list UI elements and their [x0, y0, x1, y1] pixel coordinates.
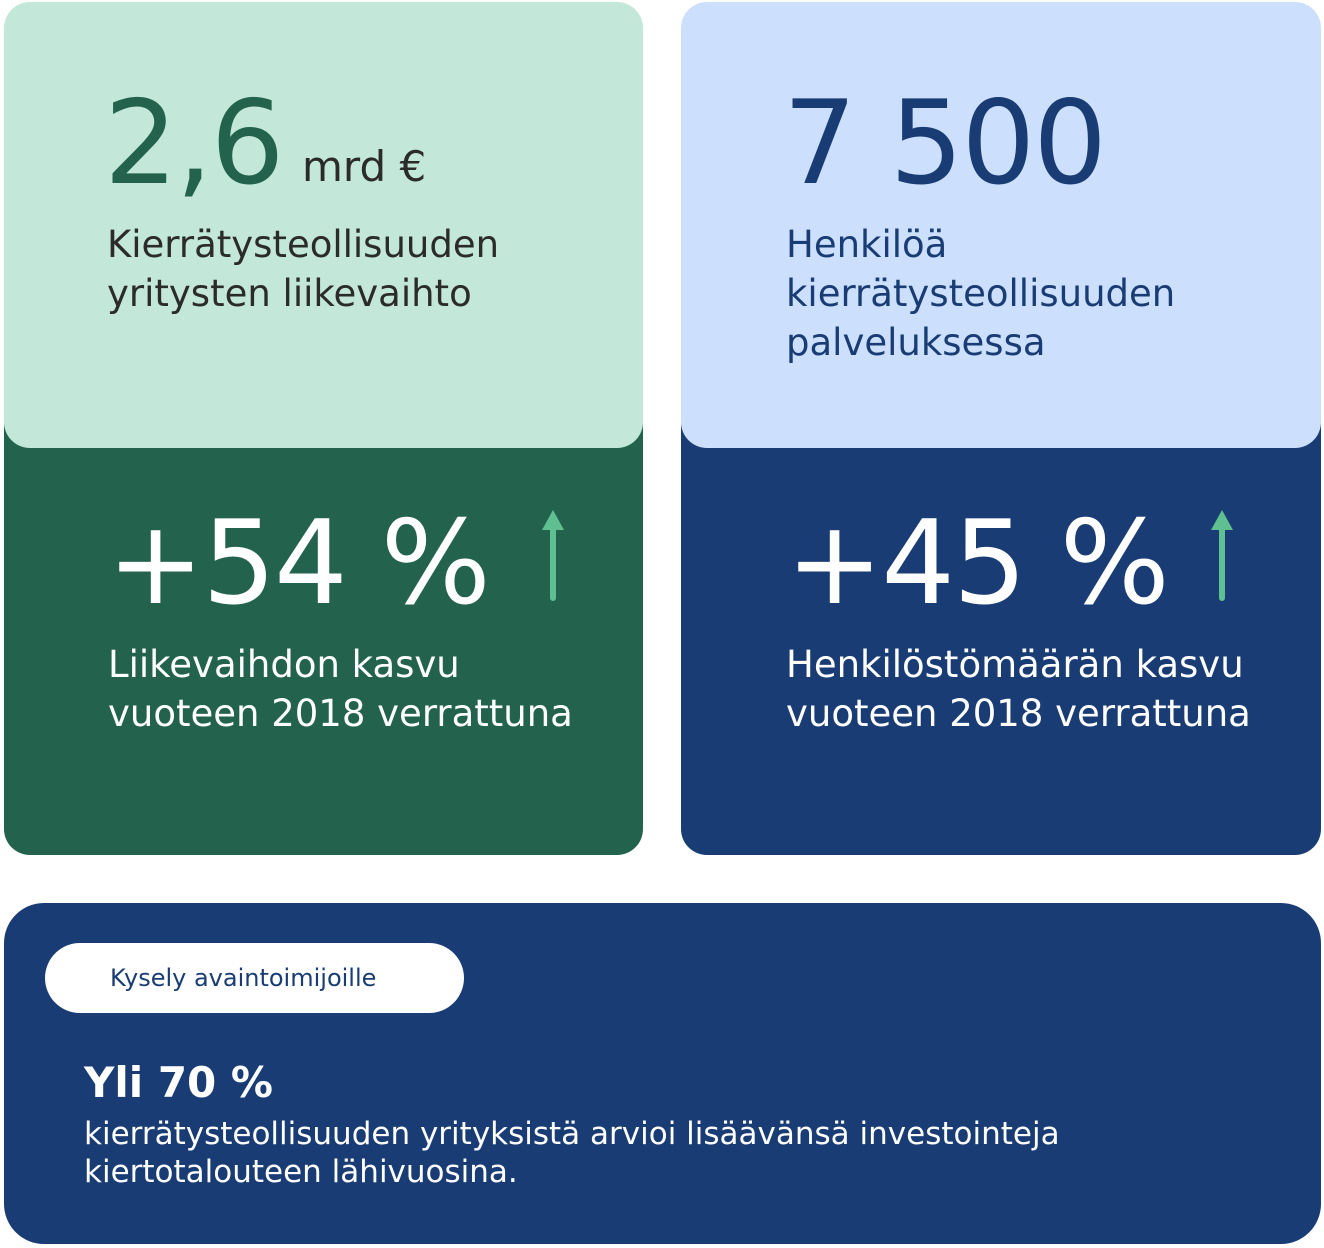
- survey-tag-label: Kysely avaintoimijoille: [110, 964, 377, 992]
- employee-growth-description: Henkilöstömäärän kasvu vuoteen 2018 verrattuna: [786, 643, 1251, 735]
- employees-value: 7 500: [783, 76, 1106, 211]
- turnover-value: 2,6: [104, 76, 283, 211]
- employees-description: Henkilöä kierrätysteollisuuden palveluksessa: [786, 223, 1176, 364]
- survey-text: kierrätysteollisuuden yrityksistä arvioi lisäävänsä investointeja kiertotalouteen lähivuosina.: [84, 1116, 1060, 1190]
- survey-headline: Yli 70 %: [84, 1058, 273, 1107]
- turnover-growth-description: Liikevaihdon kasvu vuoteen 2018 verrattuna: [108, 643, 573, 735]
- turnover-description: Kierrätysteollisuuden yritysten liikevaihto: [107, 223, 500, 315]
- arrow-up-icon: [1210, 510, 1234, 602]
- turnover-unit: mrd €: [302, 142, 427, 191]
- employee-growth-value: +45 %: [786, 496, 1168, 631]
- arrow-up-icon: [541, 510, 565, 602]
- turnover-growth-value: +54 %: [107, 496, 489, 631]
- survey-tag: [45, 943, 464, 1013]
